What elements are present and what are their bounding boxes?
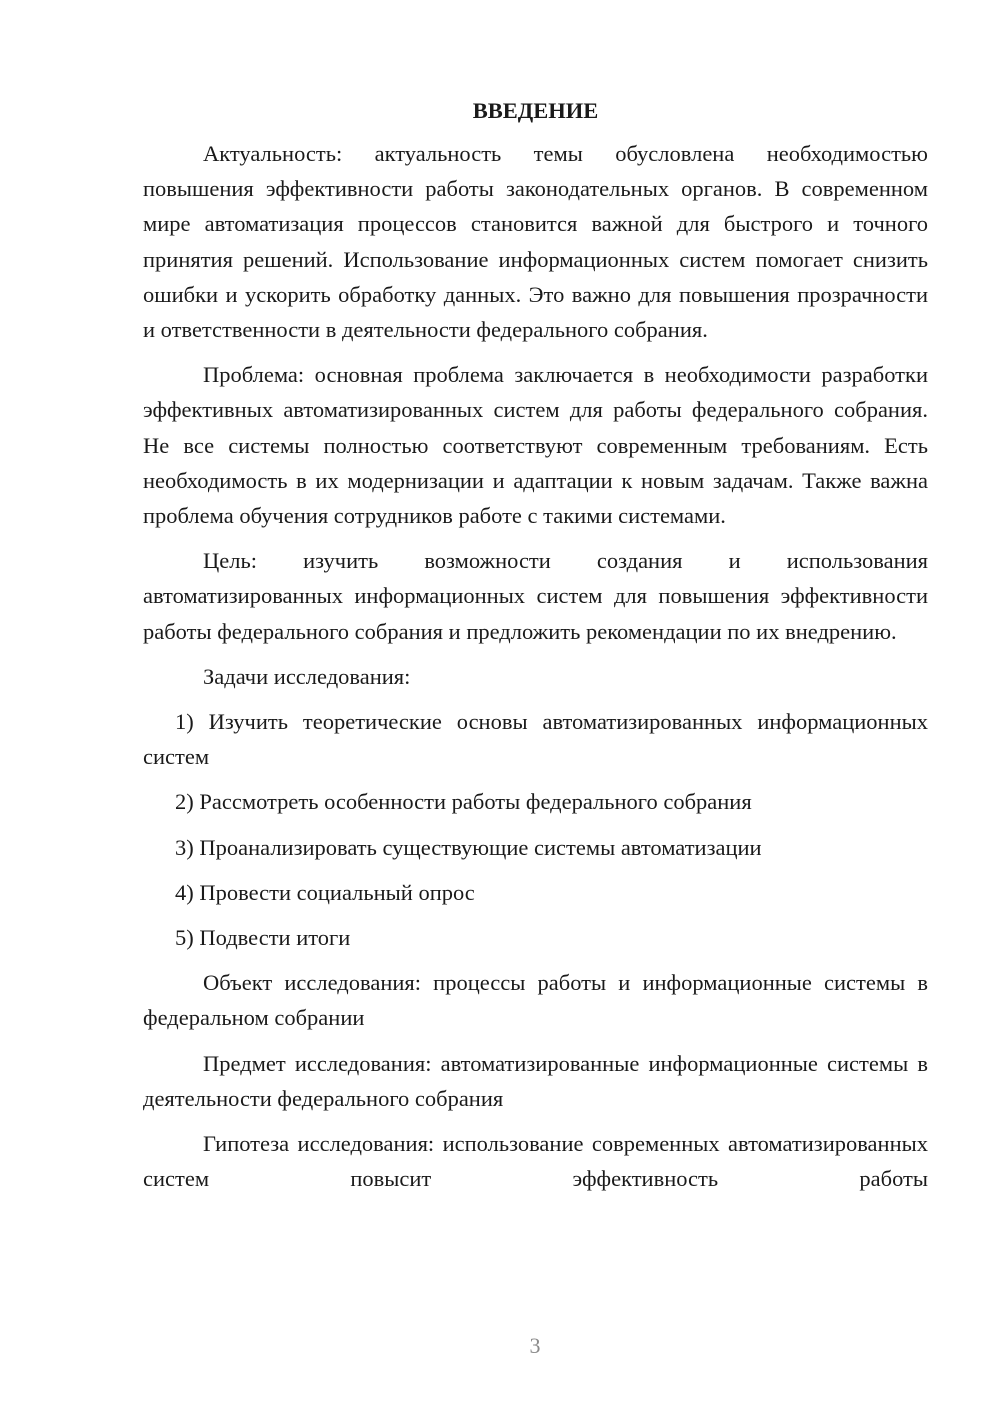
object-paragraph: Объект исследования: процессы работы и информационные системы в федеральном собрании	[143, 970, 928, 1031]
page-number: 3	[529, 1333, 541, 1358]
page-body	[143, 96, 928, 1206]
problem-paragraph: Проблема: основная проблема заключается в необходимости разработки эффективных автоматизированных систем для работы федерального собрания. Не все системы полностью соответствуют современным требованиям. Есть необходимость в их модернизации и адаптации к новым задачам. Также важна проблема обучения сотрудников работе с такими системами.	[143, 362, 928, 529]
goal-paragraph: Цель: изучить возможности создания и использования автоматизированных информационных систем для повышения эффективности работы федерального собрания и предложить рекомендации по их внедрению.	[143, 548, 928, 644]
hypothesis-paragraph: Гипотеза исследования: использование современных автоматизированных систем повысит эффективность работы	[143, 1131, 928, 1192]
relevance-paragraph: Актуальность: актуальность темы обусловлена необходимостью повышения эффективности работы законодательных органов. В современном мире автоматизация процессов становится важной для быстрого и точного принятия решений. Использование информационных систем помогает снизить ошибки и ускорить обработку данных. Это важно для повышения прозрачности и ответственности в деятельности федерального собрания.	[143, 141, 928, 343]
list-item: 3) Проанализировать существующие системы автоматизации	[175, 834, 762, 860]
list-item: 5) Подвести итоги	[175, 925, 351, 951]
subject-paragraph: Предмет исследования: автоматизированные информационные системы в деятельности федерального собрания	[143, 1050, 928, 1111]
section-heading: ВВЕДЕНИЕ	[472, 98, 599, 123]
tasks-heading: Задачи исследования:	[203, 663, 411, 689]
list-item: 2) Рассмотреть особенности работы федерального собрания	[175, 789, 752, 815]
list-item: 1) Изучить теоретические основы автоматизированных информационных систем	[143, 709, 928, 770]
tasks-list	[143, 704, 928, 955]
list-item: 4) Провести социальный опрос	[175, 879, 475, 905]
